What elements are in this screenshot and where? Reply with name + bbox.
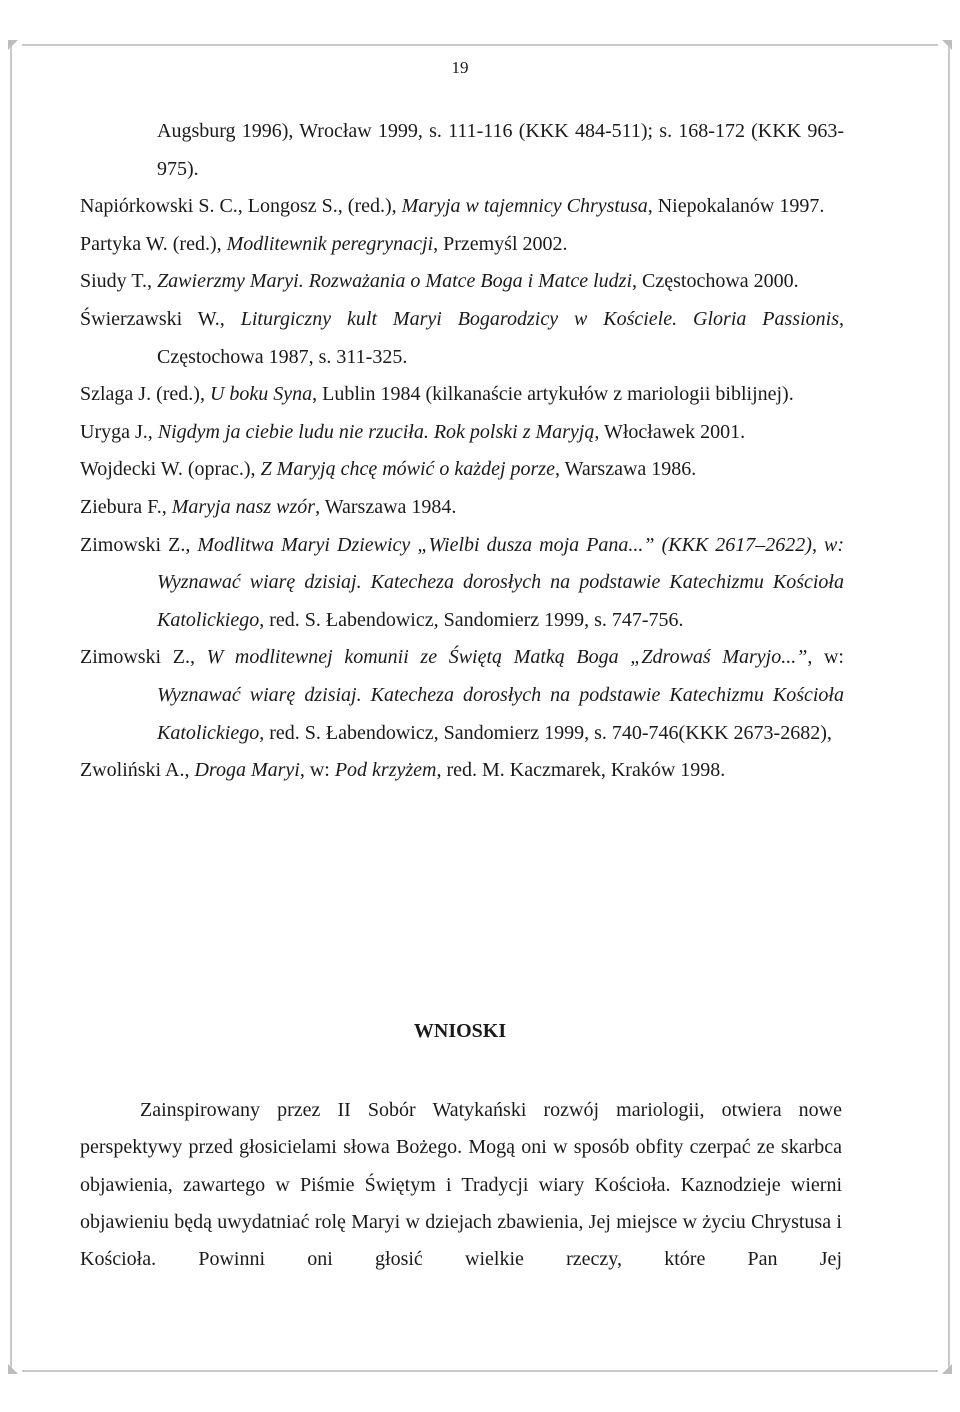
entry-title-text: Maryja nasz wzór <box>171 495 316 518</box>
entry-text: Uryga J., <box>80 420 158 443</box>
bibliography-entry <box>80 188 844 226</box>
entry-text: Wojdecki W. (oprac.), <box>80 458 261 481</box>
entry-text: , Przemyśl 2002. <box>433 232 568 255</box>
bibliography-list <box>80 113 844 790</box>
entry-title-text: Nigdym ja ciebie ludu nie rzuciła. Rok polski z Maryją <box>157 420 595 443</box>
entry-text: , Warszawa 1984. <box>315 495 457 518</box>
entry-text: , red. M. Kaczmarek, Kraków 1998. <box>436 759 726 782</box>
bibliography-entry <box>80 263 844 301</box>
entry-text: , Włocławek 2001. <box>594 420 746 443</box>
entry-text: Siudy T., <box>80 270 158 293</box>
entry-title-text: Zawierzmy Maryi. Rozważania o Matce Boga i Matce ludzi <box>157 270 633 293</box>
entry-text: , red. S. Łabendowicz, Sandomierz 1999, s. 747-756. <box>259 608 684 631</box>
entry-title-text: Modlitewnik peregrynacji <box>226 232 434 255</box>
entry-title-text: Maryja w tajemnicy Chrystusa <box>401 195 648 218</box>
bibliography-entry <box>80 752 844 790</box>
page-frame-left <box>10 44 12 1372</box>
entry-text: Zimowski Z., <box>80 533 198 556</box>
page-frame-right <box>948 44 950 1372</box>
entry-title-text: Pod krzyżem <box>334 759 437 782</box>
entry-text: , Lublin 1984 (kilkanaście artykułów z mariologii biblijnej). <box>312 383 794 406</box>
section-heading: WNIOSKI <box>413 1020 507 1042</box>
page-frame-bottom <box>22 1370 938 1372</box>
bibliography-entry <box>80 489 844 527</box>
page-number: 19 <box>451 58 469 77</box>
entry-text: Świerzawski W., <box>80 307 241 330</box>
page-frame-top <box>22 44 938 46</box>
entry-title-text: W modlitewnej komunii ze Świętą Matką Boga „Zdrowaś Maryjo...” <box>206 646 808 669</box>
entry-title-text: Z Maryją chcę mówić o każdej porze <box>260 458 555 481</box>
entry-text: , Warszawa 1986. <box>554 458 697 481</box>
corner-ornament-top-right <box>942 40 952 50</box>
corner-ornament-top-left <box>8 40 18 50</box>
entry-text: Ziebura F., <box>80 495 172 518</box>
bibliography-entry <box>80 451 844 489</box>
bibliography-entry <box>80 376 844 414</box>
entry-text: , w: <box>807 646 844 669</box>
conclusion-paragraph: Zainspirowany przez II Sobór Watykański rozwój mariologii, otwiera nowe perspektywy przed głosicielami słowa Bożego. Mogą oni w sposób obfity czerpać ze skarbca objawienia, zawartego w Piśmie Świętym i Tradycji wiary Kościoła. Kaznodzieje wierni objawieniu będą uwydatniać rolę Maryi w dziejach zbawienia, Jej miejsce w życiu Chrystusa i Kościoła. Powinni oni głosić wielkie rzeczy, które Pan Jej <box>80 1099 842 1271</box>
corner-ornament-bottom-right <box>942 1364 952 1374</box>
entry-title-text: Droga Maryi <box>194 759 300 782</box>
entry-text: , w: <box>299 759 335 782</box>
entry-text: , Częstochowa 2000. <box>632 270 799 293</box>
bibliography-entry <box>80 639 844 752</box>
corner-ornament-bottom-left <box>8 1364 18 1374</box>
entry-text: Partyka W. (red.), <box>80 232 227 255</box>
entry-title-text: U boku Syna <box>209 383 313 406</box>
bibliography-entry <box>80 527 844 640</box>
entry-text: , Częstochowa 1987, s. 311-325. <box>157 307 844 368</box>
entry-title-text: Modlitwa Maryi Dziewicy „Wielbi dusza moja Pana...” (KKK 2617–2622), w: Wyznawać wiarę dzisiaj. Katecheza dorosłych na podstawie Katechizmu Kościoła Katolickiego <box>157 533 844 631</box>
entry-text: Augsburg 1996), Wrocław 1999, s. 111-116 (KKK 484-511); s. 168-172 (KKK 963-975). <box>157 120 844 180</box>
bibliography-entry <box>80 226 844 264</box>
bibliography-entry <box>80 301 844 376</box>
entry-title-text: Wyznawać wiarę dzisiaj. Katecheza dorosłych na podstawie Katechizmu Kościoła Katolickiego <box>157 683 844 744</box>
entry-text: Napiórkowski S. C., Longosz S., (red.), <box>80 195 402 218</box>
entry-text: , red. S. Łabendowicz, Sandomierz 1999, s. 740-746(KKK 2673-2682), <box>259 721 832 744</box>
entry-text: Zwoliński A., <box>80 759 195 782</box>
entry-text: Szlaga J. (red.), <box>80 383 210 406</box>
bibliography-entry <box>80 113 844 188</box>
bibliography-entry <box>80 414 844 452</box>
entry-text: , Niepokalanów 1997. <box>647 195 825 218</box>
entry-title-text: Liturgiczny kult Maryi Bogarodzicy w Kościele. Gloria Passionis <box>240 307 839 330</box>
entry-text: Zimowski Z., <box>80 646 207 669</box>
